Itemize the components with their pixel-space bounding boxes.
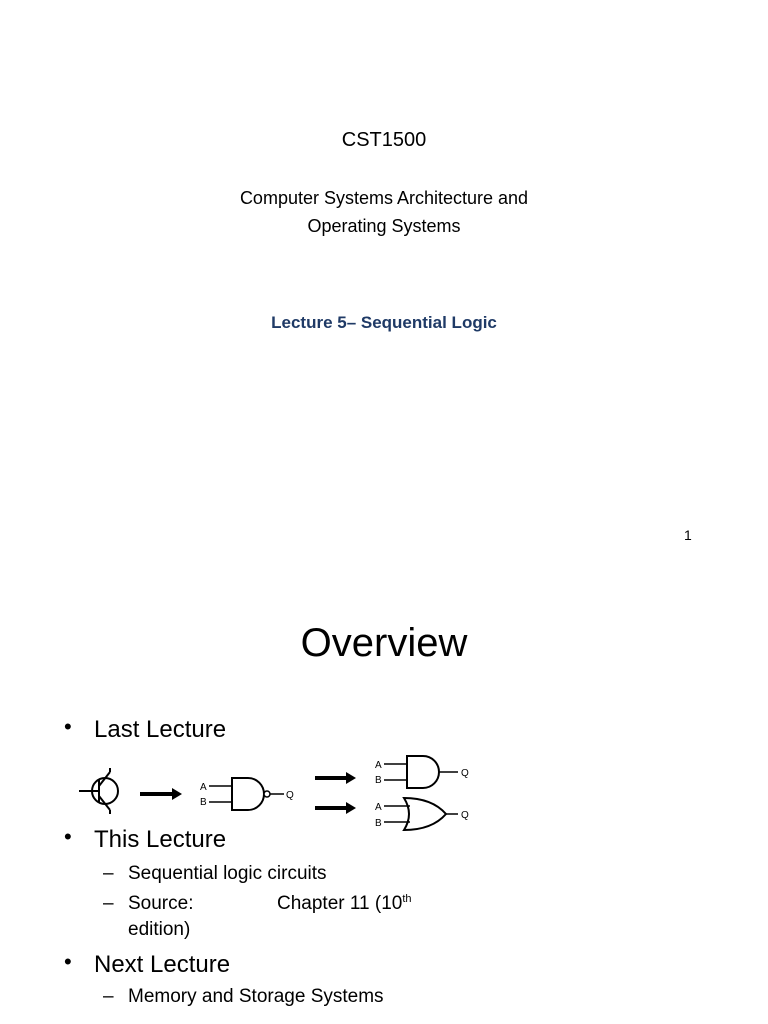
nand-output-q-label: Q bbox=[286, 790, 294, 801]
bullet-last-lecture bbox=[64, 716, 364, 746]
subitem-label: Sequential logic circuits bbox=[128, 863, 327, 884]
nand-gate-icon bbox=[200, 778, 294, 810]
nand-input-b-label: B bbox=[200, 797, 207, 808]
bullet-this-lecture bbox=[64, 826, 364, 856]
bullet-label: Last Lecture bbox=[94, 716, 227, 743]
right-arrow-icon bbox=[315, 772, 356, 784]
bullet-dot: • bbox=[64, 824, 72, 849]
course-title bbox=[0, 184, 768, 240]
bullet-next-lecture bbox=[64, 951, 364, 981]
or-gate-icon bbox=[375, 798, 469, 830]
and-gate-icon bbox=[375, 756, 469, 788]
subitem-source-prefix: Source: bbox=[128, 893, 194, 914]
transistor-icon bbox=[79, 768, 118, 814]
sub-dash: – bbox=[103, 863, 114, 884]
bullet-label: This Lecture bbox=[94, 826, 227, 853]
superscript-th: th bbox=[402, 893, 412, 905]
slide-title: Overview bbox=[300, 621, 468, 665]
course-title-line-2: Operating Systems bbox=[307, 216, 461, 236]
sub-dash: – bbox=[103, 986, 114, 1007]
and-input-a-label: A bbox=[375, 760, 382, 771]
sub-dash: – bbox=[103, 893, 114, 914]
and-output-q-label: Q bbox=[461, 768, 469, 779]
and-input-b-label: B bbox=[375, 775, 382, 786]
nand-input-a-label: A bbox=[200, 782, 207, 793]
bullet-dot: • bbox=[64, 949, 72, 974]
subitem-source bbox=[103, 893, 503, 943]
subitem-source-continuation: edition) bbox=[128, 919, 191, 940]
subitem-source-chapter: Chapter 11 (10th bbox=[277, 893, 412, 914]
right-arrow-icon bbox=[140, 788, 182, 800]
bullet-dot: • bbox=[64, 714, 72, 739]
lecture-title: Lecture 5– Sequential Logic bbox=[271, 313, 497, 332]
or-input-b-label: B bbox=[375, 818, 382, 829]
course-code: CST1500 bbox=[341, 129, 427, 151]
bullet-label: Next Lecture bbox=[94, 951, 231, 978]
course-title-line-1: Computer Systems Architecture and bbox=[239, 188, 529, 208]
subitem-memory-storage bbox=[103, 986, 503, 1010]
or-input-a-label: A bbox=[375, 802, 382, 813]
page-number: 1 bbox=[684, 527, 692, 543]
right-arrow-icon bbox=[315, 802, 356, 814]
subitem-label: Memory and Storage Systems bbox=[128, 986, 384, 1007]
or-output-q-label: Q bbox=[461, 810, 469, 821]
subitem-sequential-logic bbox=[103, 863, 503, 887]
